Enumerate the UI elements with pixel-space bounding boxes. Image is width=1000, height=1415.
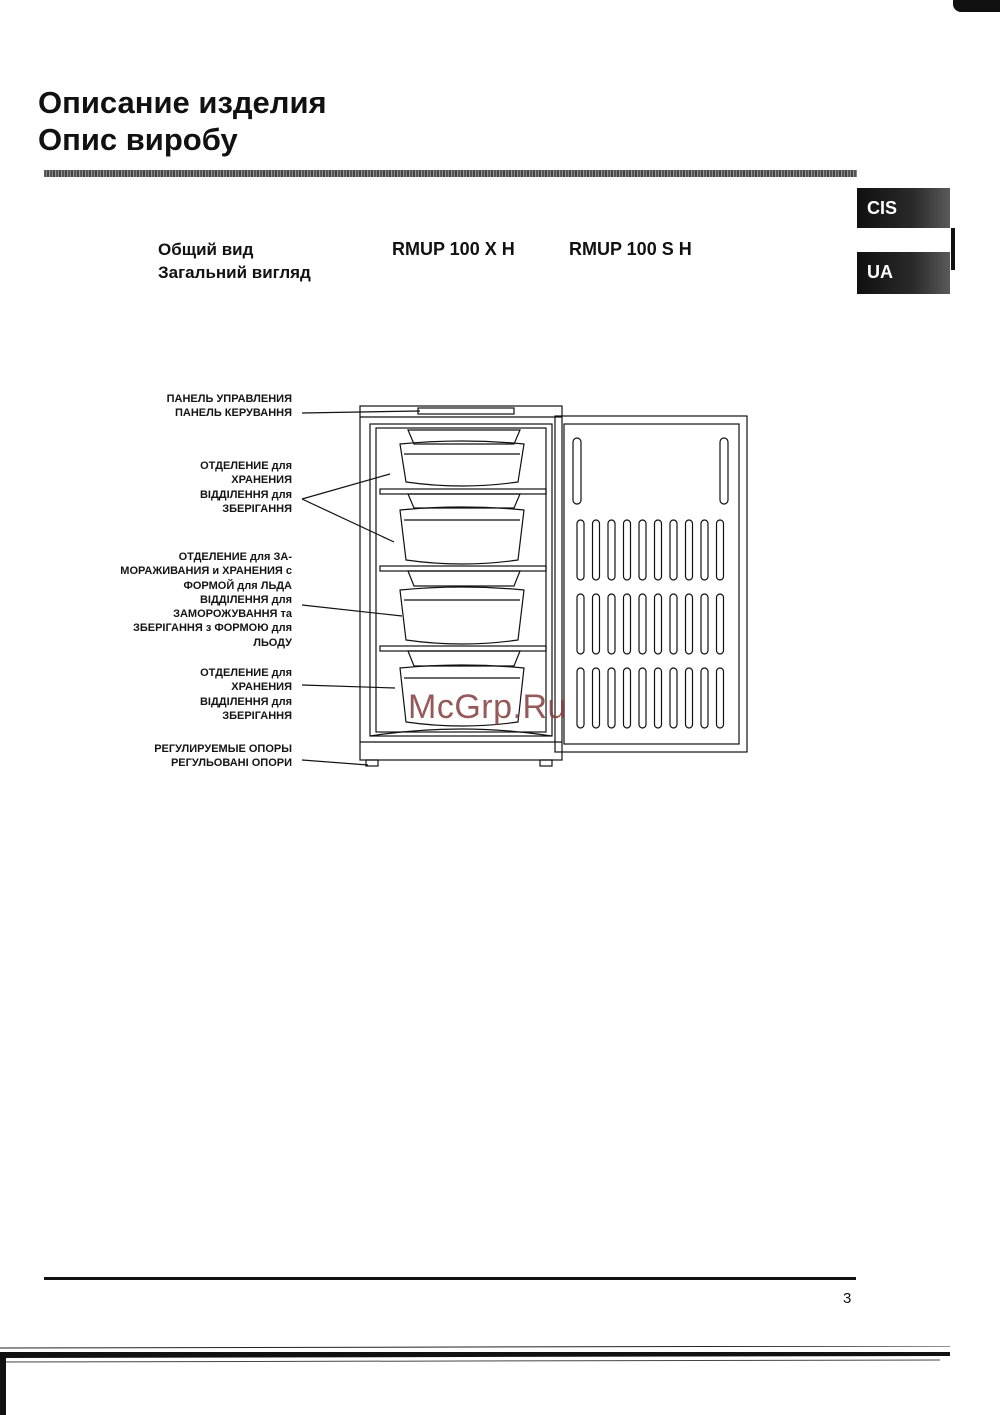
door-rib: [639, 668, 646, 728]
door-rib: [577, 668, 584, 728]
control-panel: [418, 408, 514, 414]
drawer: [400, 494, 524, 564]
door-rib: [686, 520, 693, 580]
drawer: [400, 571, 524, 644]
shelf: [380, 489, 546, 494]
door-rib: [655, 520, 662, 580]
door-rib: [655, 668, 662, 728]
leader-lines: [302, 411, 420, 765]
door-rib: [577, 594, 584, 654]
label-line: ВІДДІЛЕННЯ для: [199, 695, 292, 708]
door-rib: [608, 594, 615, 654]
label-line: ЗБЕРІГАННЯ: [222, 502, 292, 515]
foot-right: [540, 760, 552, 766]
door-rib: [686, 594, 693, 654]
model-name-1: RMUP 100 X H: [392, 239, 515, 259]
scan-edge-artifact: [0, 1346, 1000, 1415]
page-number: 3: [843, 1290, 852, 1307]
door-rib: [593, 594, 600, 654]
shelf: [380, 646, 546, 651]
door-rib: [593, 668, 600, 728]
title-ru: Описание изделия: [38, 85, 327, 120]
label-line: ХРАНЕНИЯ: [231, 474, 292, 487]
label-line: ОТДЕЛЕНИЕ для ЗА-: [178, 551, 292, 563]
drawer: [400, 430, 524, 486]
label-line: ПАНЕЛЬ КЕРУВАННЯ: [174, 407, 292, 420]
label-line: РЕГУЛИРУЕМЫЕ ОПОРЫ: [154, 743, 292, 755]
label-line: ЗАМОРОЖУВАННЯ та: [173, 608, 292, 621]
door-rib: [670, 594, 677, 654]
door-rib: [701, 594, 708, 654]
door-rib: [639, 594, 646, 654]
label-line: ВІДДІЛЕННЯ для: [199, 593, 292, 606]
door-rib: [577, 520, 584, 580]
door-rib: [701, 520, 708, 580]
door-rail: [720, 438, 728, 504]
footer-divider: [44, 1277, 856, 1280]
door-rib: [686, 668, 693, 728]
label-line: ВІДДІЛЕННЯ для: [199, 488, 292, 501]
door-rib: [593, 520, 600, 580]
watermark: McGrp.Ru: [408, 688, 567, 726]
door-rib: [608, 520, 615, 580]
title-ua: Опис виробу: [38, 122, 238, 157]
model-name-2: RMUP 100 S H: [569, 239, 692, 259]
language-tab-cis[interactable]: CIS: [857, 188, 950, 228]
door-rail: [573, 438, 581, 504]
door-rib: [717, 594, 724, 654]
language-tab-ua[interactable]: UA: [857, 252, 950, 294]
shelf: [380, 566, 546, 571]
label-line: МОРАЖИВАНИЯ и ХРАНЕНИЯ с: [120, 565, 292, 578]
door-rib: [717, 520, 724, 580]
label-line: ЛЬОДУ: [253, 636, 292, 649]
door-rib: [701, 668, 708, 728]
label-line: ПАНЕЛЬ УПРАВЛЕНИЯ: [166, 393, 292, 405]
label-line: ЗБЕРІГАННЯ: [222, 709, 292, 722]
door-rib: [717, 668, 724, 728]
door-rib: [639, 520, 646, 580]
label-line: ХРАНЕНИЯ: [231, 681, 292, 694]
door-rib: [624, 594, 631, 654]
door-ribs: [577, 520, 724, 728]
label-line: ФОРМОЙ для ЛЬДА: [183, 579, 292, 592]
door-rib: [655, 594, 662, 654]
door-rib: [670, 520, 677, 580]
subtitle-ru: Общий вид: [158, 240, 254, 259]
label-line: ЗБЕРІГАННЯ з ФОРМОЮ для: [132, 622, 292, 635]
door-rib: [670, 668, 677, 728]
door-rib: [608, 668, 615, 728]
door-inner-panel: [564, 424, 739, 744]
subtitle-ua: Загальний вигляд: [158, 263, 311, 282]
door-rib: [624, 668, 631, 728]
door-rib: [624, 520, 631, 580]
label-line: ОТДЕЛЕНИЕ для: [200, 667, 292, 679]
label-line: ОТДЕЛЕНИЕ для: [200, 460, 292, 472]
label-line: РЕГУЛЬОВАНІ ОПОРИ: [170, 757, 292, 770]
